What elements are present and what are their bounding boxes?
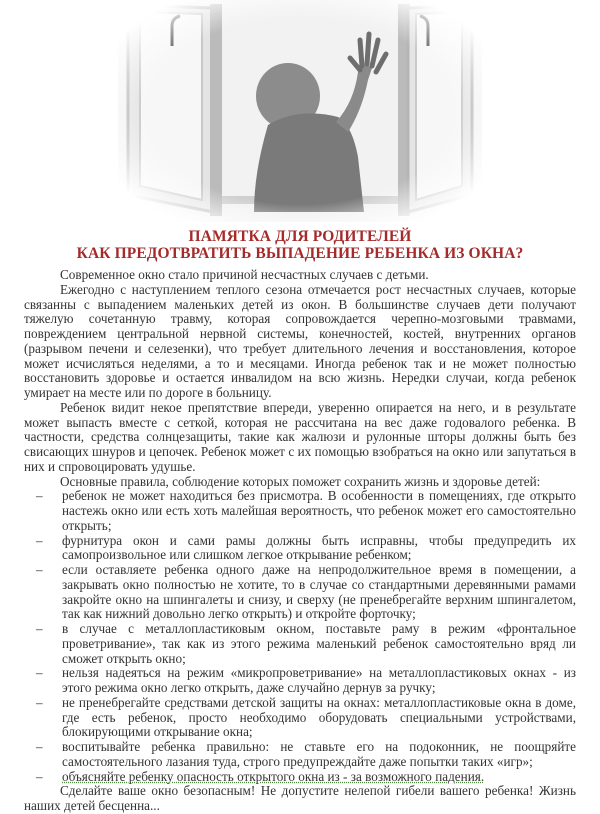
list-item-text: в случае с металлопластиковым окном, поставьте раму в режим «фронтальное проветривание», так как из этого режима маленький ребенок самостоятельно вряд ли сможет открыть окно;: [62, 621, 576, 666]
bullet-dash: –: [36, 665, 43, 681]
paragraph-obstacle: Ребенок видит некое препятствие впереди, уверенно опирается на него, и в результате может выпасть вместе с сеткой, которая не рассчитана на вес даже годовалого ребенка. В частности, средства солнцезащиты, такие как жалюзи и рулонные шторы должны быть без свисающих шнуров и цепочек. Ребенок может с их помощью взобраться на окно или запутаться в них и спровоцировать удушье.: [24, 399, 576, 474]
list-item-text: воспитывайте ребенка правильно: не ставьте его на подоконник, не поощряйте самостоятельного лазания туда, строго предупреждайте даже попытки таких «игр»;: [62, 739, 576, 769]
list-item: [24, 489, 576, 533]
child-at-window-photo: [118, 0, 482, 222]
list-item-text: если оставляете ребенка одного даже на непродолжительное время в помещении, а закрывать окно полностью не хотите, то в случае со стандартными деревянными рамами закройте окно на шпингалеты и снизу, и сверху (не пренебрегайте верхним шпингалетом, так как нижний довольно легко открыть) и откройте форточку;: [62, 562, 576, 622]
list-item-text: не пренебрегайте средствами детской защиты на окнах: металлопластиковые окна в доме, где есть ребенок, просто необходимо оборудовать специальными устройствами, блокирующими открывание окна;: [62, 694, 576, 740]
closing-paragraph: Сделайте ваше окно безопасным! Не допустите нелепой гибели вашего ребенка! Жизнь наших детей бесценна...: [24, 783, 576, 813]
paragraph-rules-intro: Основные правила, соблюдение которых поможет сохранить жизнь и здоровье детей:: [60, 473, 541, 489]
bullet-dash: –: [36, 562, 43, 577]
list-item: [24, 622, 576, 666]
title-line-1: ПАМЯТКА ДЛЯ РОДИТЕЛЕЙ: [188, 228, 412, 245]
child-at-open-window-photo-icon: [118, 0, 482, 222]
list-item-text: ребенок не может находиться без присмотра. В особенности в помещениях, где открыто настежь окно или есть хоть малейшая вероятность, что ребенок может его самостоятельно открыть;: [62, 488, 576, 533]
list-item: [24, 534, 576, 564]
bullet-dash: –: [36, 739, 43, 754]
list-item: [24, 563, 576, 622]
list-item: [24, 770, 576, 785]
list-item-text: фурнитура окон и сами рамы должны быть исправны, чтобы предупредить их самопроизвольное или слишком легкое открывание ребенком;: [62, 532, 576, 563]
title-line-2: КАК ПРЕДОТВРАТИТЬ ВЫПАДЕНИЕ РЕБЕНКА ИЗ ОКНА?: [76, 245, 524, 262]
list-item: [24, 696, 576, 740]
bullet-dash: –: [36, 768, 43, 784]
bullet-dash: –: [36, 621, 43, 636]
rules-list: [24, 489, 576, 784]
list-item-text: объясняйте ребенку опасность открытого окна из - за возможного падения.: [62, 768, 485, 784]
document-title: [0, 228, 600, 262]
bullet-dash: –: [36, 532, 43, 548]
list-item: [24, 666, 576, 696]
paragraph-intro: Современное окно стало причиной несчастных случаев с детьми.: [60, 267, 429, 282]
list-item: [24, 740, 576, 770]
paragraph-statistics: Ежегодно с наступлением теплого сезона отмечается рост несчастных случаев, которые связанны с выпадением маленьких детей из окон. В большинстве случаев дети получают тяжелую сочетанную травму, которая сопровождается черепно-мозговыми травмами, повреждением центральной нервной системы, конечностей, костей, внутренних органов (разрывом печени и селезенки), что требует длительного лечения и восстановления, которое может исчисляться неделями, а то и месяцами. Иногда ребенок так и не может полностью восстановить здоровье и остается инвалидом на всю жизнь. Нередки случаи, когда ребенок умирает на месте или по дороге в больницу.: [24, 281, 576, 400]
document-body: [24, 268, 576, 814]
list-item-text: нельзя надеяться на режим «микропроветривание» на металлопластиковых окнах - из этого режима окно легко открыть, даже случайно дернув за ручку;: [62, 665, 576, 695]
bullet-dash: –: [36, 488, 43, 504]
bullet-dash: –: [36, 694, 43, 710]
